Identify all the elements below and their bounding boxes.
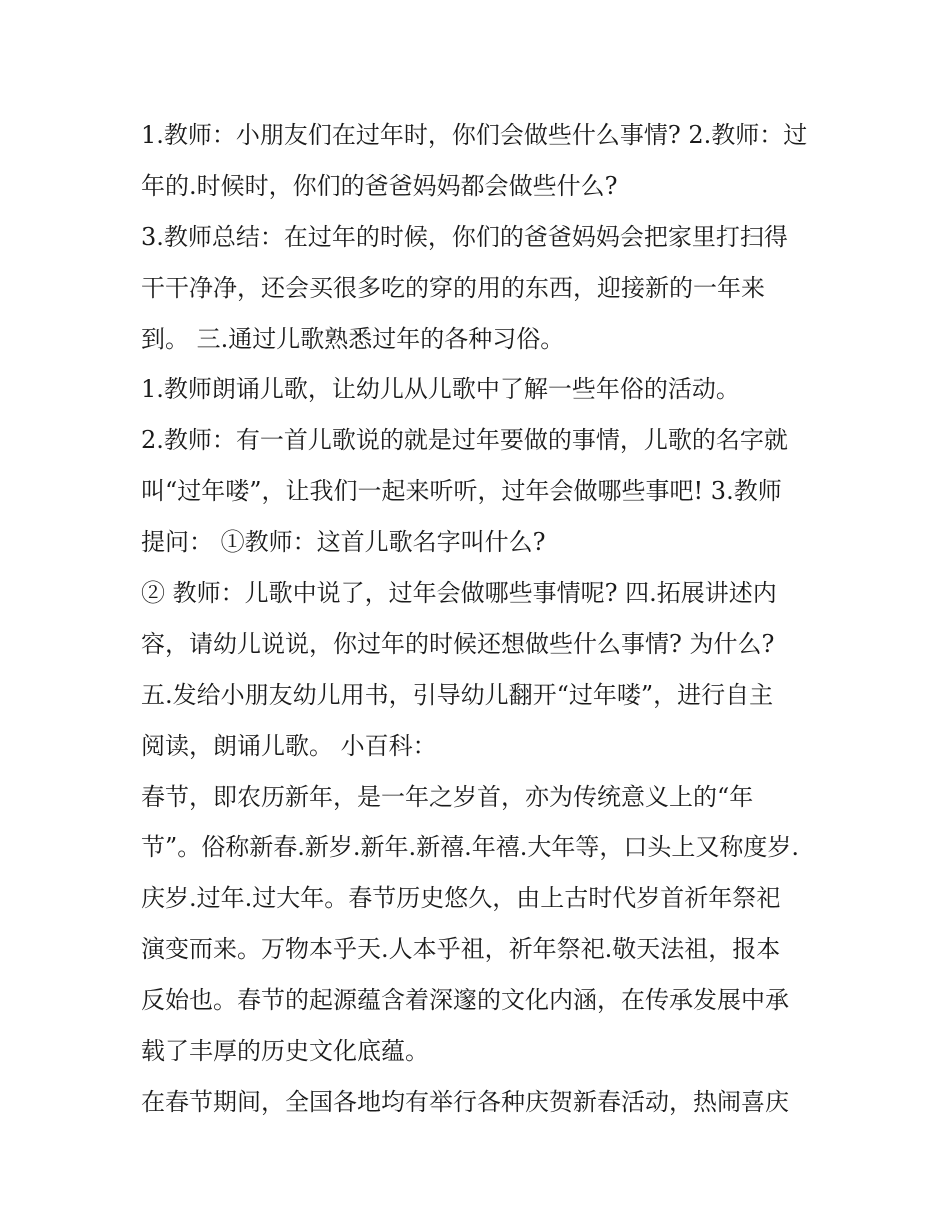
text-line: 年的.时候时，你们的爸爸妈妈都会做些什么?	[141, 171, 618, 200]
text-line: 干干净净，还会买很多吃的穿的用的东西，迎接新的一年来	[141, 273, 765, 302]
text-line: 演变而来。万物本乎天.人本乎祖，祈年祭祀.敬天法祖，报本	[141, 935, 781, 964]
document-body	[141, 110, 821, 1128]
text-line: 2.教师：有一首儿歌说的就是过年要做的事情，儿歌的名字就	[141, 426, 788, 455]
text-line: 在春节期间，全国各地均有举行各种庆贺新春活动，热闹喜庆	[141, 1087, 789, 1116]
text-line: 庆岁.过年.过大年。春节历史悠久，由上古时代岁首祈年祭祀	[141, 884, 781, 913]
text-line: 提问： ①教师：这首儿歌名字叫什么?	[141, 528, 546, 557]
text-line: 1.教师朗诵儿歌，让幼儿从儿歌中了解一些年俗的活动。	[141, 375, 740, 404]
text-line: 载了丰厚的历史文化底蕴。	[141, 1037, 429, 1066]
text-line: 反始也。春节的起源蕴含着深邃的文化内涵，在传承发展中承	[141, 986, 789, 1015]
text-line: 到。 三.通过儿歌熟悉过年的各种习俗。	[141, 324, 565, 353]
text-line: 节”。俗称新春.新岁.新年.新禧.年禧.大年等，口头上又称度岁.	[141, 833, 800, 862]
text-line: 1.教师：小朋友们在过年时，你们会做些什么事情? 2.教师：过	[141, 121, 808, 149]
text-line: 阅读，朗诵儿歌。 小百科：	[141, 731, 437, 760]
text-line: 叫“过年喽”，让我们一起来听听，过年会做哪些事吧! 3.教师	[141, 477, 782, 506]
text-line: ② 教师：儿歌中说了，过年会做哪些事情呢? 四.拓展讲述内	[141, 579, 777, 608]
text-line: 春节，即农历新年，是一年之岁首，亦为传统意义上的“年	[141, 782, 754, 811]
text-line: 3.教师总结：在过年的时候，你们的爸爸妈妈会把家里打扫得	[141, 222, 788, 251]
text-line: 容，请幼儿说说，你过年的时候还想做些什么事情? 为什么?	[141, 629, 775, 658]
text-line: 五.发给小朋友幼儿用书，引导幼儿翻开“过年喽”，进行自主	[141, 680, 774, 709]
